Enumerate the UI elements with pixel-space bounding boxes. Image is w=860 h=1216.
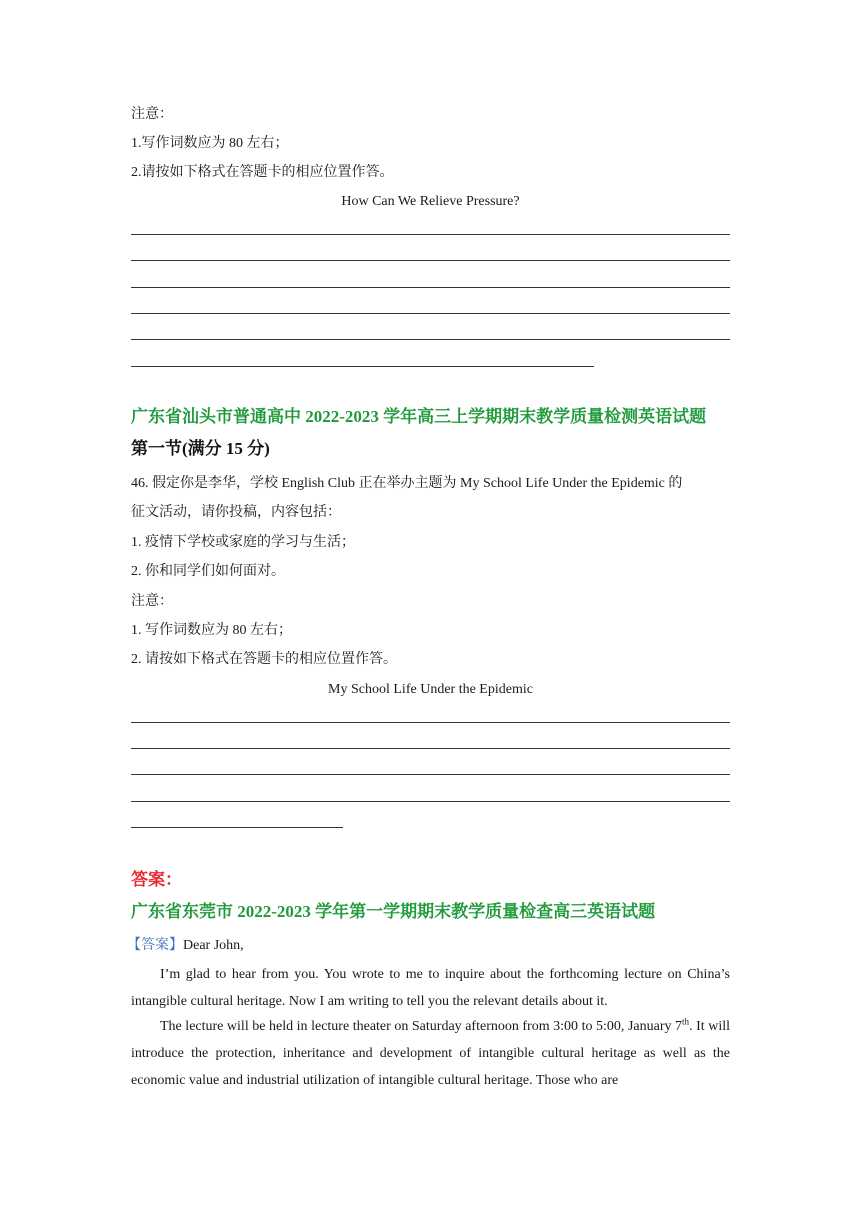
section-heading: 第一节(满分 15 分) — [131, 439, 270, 458]
answer-line — [131, 722, 730, 723]
answer-line — [131, 748, 730, 749]
note-item: 2. 请按如下格式在答题卡的相应位置作答。 — [131, 652, 397, 667]
ordinal-suffix: th — [682, 1016, 690, 1027]
notes-heading: 注意： — [131, 594, 173, 609]
essay-title: My School Life Under the Epidemic — [328, 682, 533, 697]
answer-line — [131, 774, 730, 775]
answer-paragraph — [131, 961, 730, 1015]
paragraph-text: . It will introduce the protection, inheritance and development of intangible cultural heritage as well as the economic value and industrial utilization of intangible cultural heritage. Those who are — [131, 1019, 730, 1088]
note-item: 2.请按如下格式在答题卡的相应位置作答。 — [131, 165, 394, 180]
answer-tag: 【答案】 — [127, 938, 183, 953]
answer-line — [131, 827, 343, 828]
question-text: 46. 假定你是李华，学校 English Club 正在举办主题为 My School Life Under the Epidemic 的 — [131, 476, 683, 491]
answer-line — [131, 260, 730, 261]
answers-heading: 答案： — [131, 870, 182, 889]
content-point: 2. 你和同学们如何面对。 — [131, 564, 285, 579]
answer-line — [131, 801, 730, 802]
note-item: 1. 写作词数应为 80 左右； — [131, 623, 292, 638]
notes-heading: 注意： — [131, 107, 173, 122]
essay-title: How Can We Relieve Pressure? — [341, 194, 520, 209]
question-text: 征文活动，请你投稿，内容包括： — [131, 505, 341, 520]
paragraph-text: The lecture will be held in lecture theater on Saturday afternoon from 3:00 to 5:00, January 7 — [160, 1019, 683, 1034]
paragraph-text: I’m glad to hear from you. You wrote to me to inquire about the forthcoming lecture on China’s intangible cultural heritage. Now I am writing to tell you the relevant details about it. — [131, 967, 730, 1009]
note-item: 1.写作词数应为 80 左右； — [131, 136, 289, 151]
answer-line — [131, 366, 594, 367]
answer-line — [131, 287, 730, 288]
answer-line — [131, 234, 730, 235]
answer-line — [131, 339, 730, 340]
answer-line — [131, 313, 730, 314]
salutation: Dear John, — [183, 938, 244, 953]
answer-salutation-line — [127, 936, 244, 956]
content-point: 1. 疫情下学校或家庭的学习与生活； — [131, 535, 355, 550]
exam-title: 广东省东莞市 2022-2023 学年第一学期期末教学质量检查高三英语试题 — [131, 902, 656, 921]
answer-paragraph — [131, 1013, 730, 1094]
exam-title: 广东省汕头市普通高中 2022-2023 学年高三上学期期末教学质量检测英语试题 — [131, 407, 707, 426]
